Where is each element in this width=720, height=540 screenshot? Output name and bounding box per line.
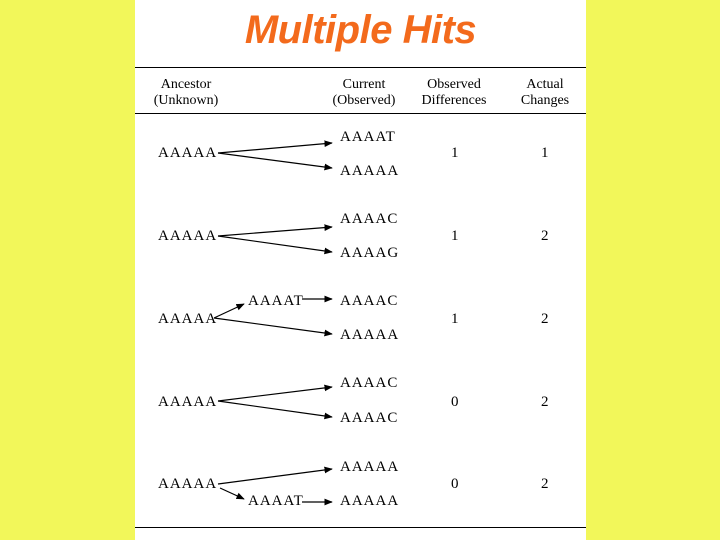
row1-bottom-arrow [218,153,332,168]
header-actual-line2: Changes [520,93,570,108]
row2-top-arrow [218,227,332,236]
row3-ancestor: AAAAA [158,311,218,327]
row2-observed: 1 [451,228,459,244]
row3-observed: 1 [451,311,459,327]
row3-actual: 2 [541,311,549,327]
row4-current-bottom: AAAAC [340,410,399,426]
header-current-line1: Current [342,77,386,92]
row4-bottom-arrow [218,401,332,417]
row2-ancestor: AAAAA [158,228,218,244]
row1-current-top: AAAAT [340,129,396,145]
row5-observed: 0 [451,476,459,492]
row2-actual: 2 [541,228,549,244]
header-ancestor-line2: (Unknown) [153,93,219,108]
header-observed-line1: Observed [427,77,481,92]
header-actual-line1: Actual [526,77,564,92]
row4-current-top: AAAAC [340,375,399,391]
row1-ancestor: AAAAA [158,145,218,161]
row1-observed: 1 [451,145,459,161]
row3-current-top: AAAAC [340,293,399,309]
row4-actual: 2 [541,394,549,410]
row3-current-bottom: AAAAA [340,327,400,343]
row5-top-arrow [218,469,332,484]
row5-current-top: AAAAA [340,459,400,475]
header-observed-line2: Differences [421,93,487,108]
row5-intermediate-arrow [220,488,244,499]
header-current-line2: (Observed) [332,93,396,108]
row4-top-arrow [218,387,332,401]
page-title: Multiple Hits [244,8,477,52]
row1-actual: 1 [541,145,549,161]
row3-bottom-arrow [214,318,332,334]
row4-ancestor: AAAAA [158,394,218,410]
row1-top-arrow [218,143,332,153]
row2-current-bottom: AAAAG [340,245,400,261]
row5-ancestor: AAAAA [158,476,218,492]
row1-current-bottom: AAAAA [340,163,400,179]
row2-bottom-arrow [218,236,332,252]
row4-observed: 0 [451,394,459,410]
row5-actual: 2 [541,476,549,492]
row5-current-bottom: AAAAA [340,493,400,509]
row3-intermediate-arrow [214,304,244,318]
row5-intermediate: AAAAT [248,493,304,509]
header-ancestor-line1: Ancestor [160,77,212,92]
row2-current-top: AAAAC [340,211,399,227]
row3-intermediate: AAAAT [248,293,304,309]
